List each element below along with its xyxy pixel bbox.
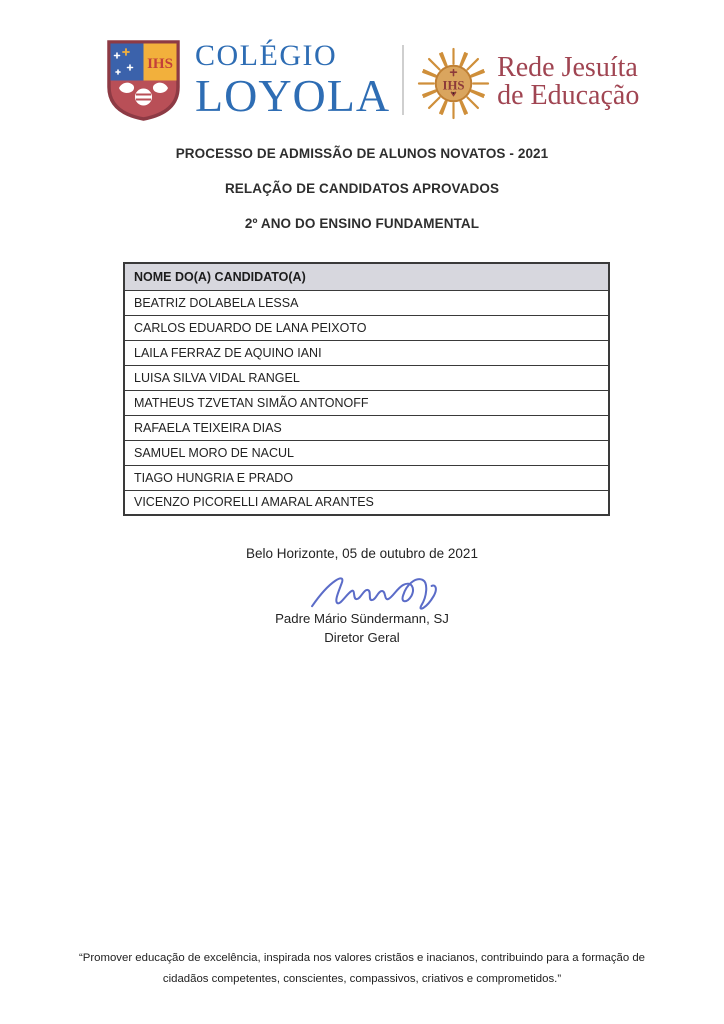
document-title-line3: 2º ANO DO ENSINO FUNDAMENTAL [244,216,480,231]
candidate-name: LUISA SILVA VIDAL RANGEL [124,365,609,390]
table-row [124,315,609,340]
table-row [124,340,609,365]
signer-name: Padre Mário Sündermann, SJ [275,611,449,626]
candidate-name: LAILA FERRAZ DE AQUINO IANI [124,340,609,365]
loyola-shield-icon [105,39,182,122]
table-row [124,440,609,465]
candidate-name: VICENZO PICORELLI AMARAL ARANTES [124,490,609,515]
document-title-line1: PROCESSO DE ADMISSÃO DE ALUNOS NOVATOS - 2021 [175,146,549,161]
table-row [124,365,609,390]
table-row [124,490,609,515]
table-header-row [124,263,609,290]
network-wordmark [497,54,639,110]
date-line: Belo Horizonte, 05 de outubro de 2021 [246,546,478,561]
candidate-name: MATHEUS TZVETAN SIMÃO ANTONOFF [124,390,609,415]
document-title-line2: RELAÇÃO DE CANDIDATOS APROVADOS [224,181,500,196]
candidates-table [123,262,610,516]
table-row [124,390,609,415]
shield-ihs-monogram: IHS [147,55,173,72]
sun-ihs-monogram: IHS [442,77,465,92]
footer-mission-quote [42,948,682,990]
school-name-line2: LOYOLA [195,70,391,121]
network-name-line2: de Educação [497,80,640,111]
logo-divider [402,45,404,115]
network-name-line1: Rede Jesuíta [497,52,638,83]
table-row [124,415,609,440]
school-wordmark [195,41,390,119]
footer-quote-line1: “Promover educação de excelência, inspirada nos valores cristãos e inacianos, contribuindo para a formação de [78,952,646,964]
candidate-name: SAMUEL MORO DE NACUL [124,440,609,465]
table-row [124,290,609,315]
school-name-line1: COLÉGIO [195,39,338,72]
letterhead [105,38,639,122]
jesuit-sunburst-icon [416,46,491,121]
candidate-name: RAFAELA TEIXEIRA DIAS [124,415,609,440]
candidate-name: BEATRIZ DOLABELA LESSA [124,290,609,315]
candidate-name: CARLOS EDUARDO DE LANA PEIXOTO [124,315,609,340]
handwritten-signature [308,569,460,615]
table-header-cell: NOME DO(A) CANDIDATO(A) [124,263,609,290]
footer-quote-line2: cidadãos competentes, conscientes, compassivos, criativos e comprometidos.” [162,973,562,985]
signer-title: Diretor Geral [324,630,400,645]
candidate-name: TIAGO HUNGRIA E PRADO [124,465,609,490]
table-row [124,465,609,490]
